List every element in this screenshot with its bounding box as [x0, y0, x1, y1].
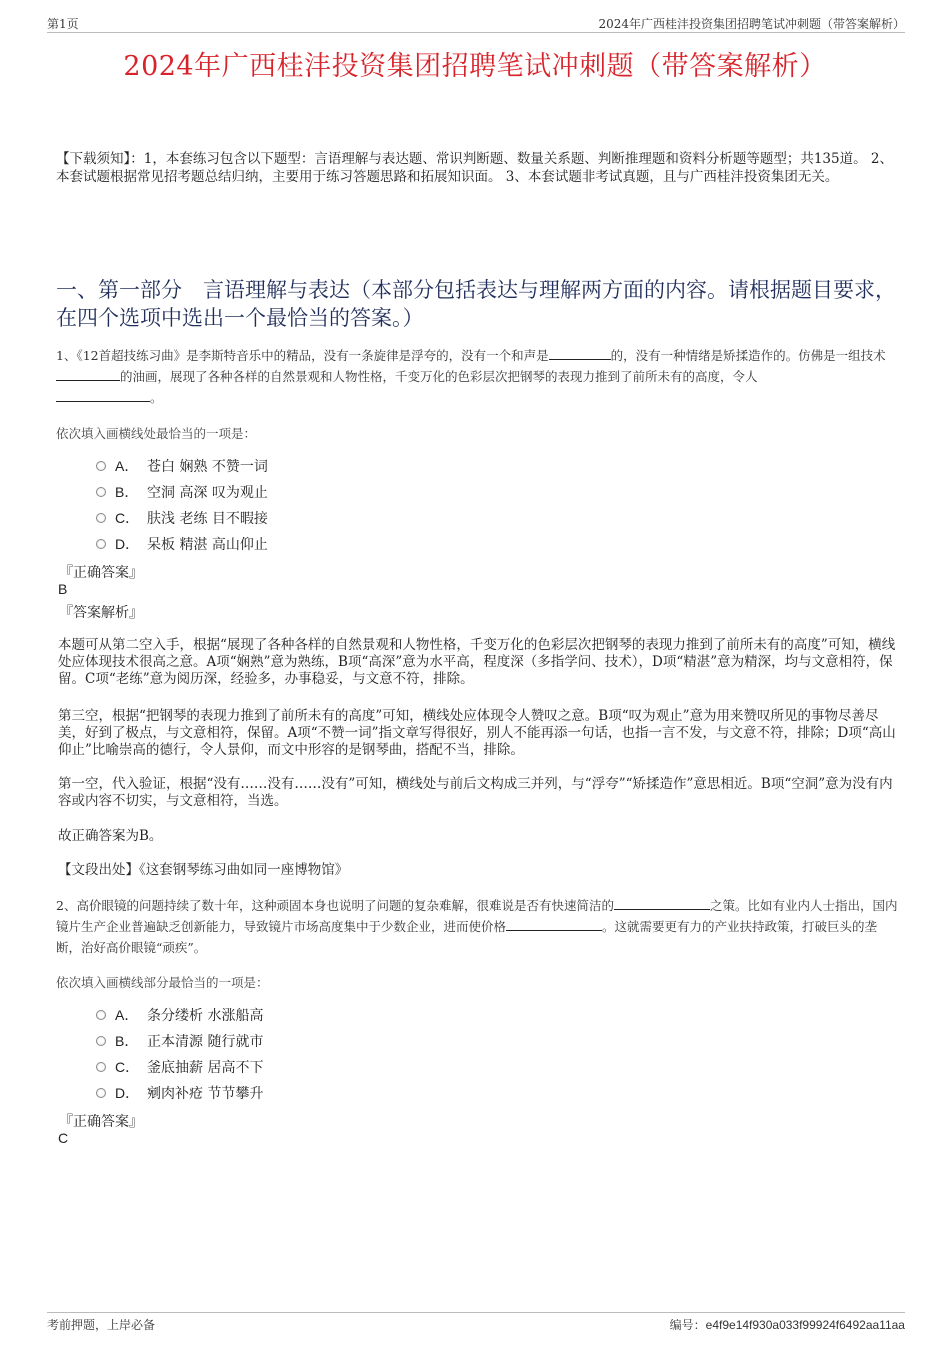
analysis-paragraph: 第一空，代入验证，根据“没有……没有……没有”可知，横线处与前后文构成三并列，与“浮夸”“矫揉造作”意思相近。B项“空洞”意为没有内容或内容不切实，与文意相符，当选。	[58, 776, 893, 809]
section-title: 一、第一部分 言语理解与表达（本部分包括表达与理解两方面的内容。请根据题目要求，在四个选项中选出一个最恰当的答案。）	[56, 278, 896, 330]
question-2-text: 2、高价眼镜的问题持续了数十年，这种顽固本身也说明了问题的复杂难解，很难说是否有快速简洁的 之策。比如有业内人士指出，国内镜片生产企业普遍缺乏创新能力，导致镜片市场高度集中于少数企业，进而使价格 。这就需要更有力的产业扶持政策，打破巨头的垄断，治好高价眼镜“顽疾”。	[56, 898, 898, 955]
radio-icon[interactable]	[96, 513, 106, 523]
radio-icon[interactable]	[96, 487, 106, 497]
page-number: 第1页	[47, 17, 79, 31]
radio-icon[interactable]	[96, 1010, 106, 1020]
question-1-options	[96, 453, 268, 557]
answer-label: 『正确答案』	[59, 1114, 143, 1130]
question-1-prompt: 依次填入画横线处最恰当的一项是：	[56, 426, 257, 441]
blank-3	[56, 389, 150, 402]
radio-icon[interactable]	[96, 1062, 106, 1072]
question-2-prompt: 依次填入画横线部分最恰当的一项是：	[56, 975, 269, 990]
analysis-paragraph: 本题可从第二空入手，根据“展现了各种各样的自然景观和人物性格，千变万化的色彩层次把钢琴的表现力推到了前所未有的高度”可知，横线处应体现技术很高之意。A项“娴熟”意为熟练，B项“高深”意为水平高，程度深（多指学问、技术），D项“精湛”意为精深，均与文意相符，保留。C项“老练”意为阅历深，经验多，办事稳妥，与文意不符，排除。	[58, 637, 896, 687]
option-a[interactable]: A． 苍白 娴熟 不赞一词	[96, 453, 268, 479]
answer-label: 『正确答案』	[59, 565, 143, 581]
option-d[interactable]: D． 剜肉补疮 节节攀升	[96, 1080, 263, 1106]
blank-2	[506, 918, 602, 931]
analysis-paragraph: 第三空，根据“把钢琴的表现力推到了前所未有的高度”可知，横线处应体现令人赞叹之意。B项“叹为观止”意为用来赞叹所见的事物尽善尽美，好到了极点，与文意相符，保留。A项“不赞一词”指文章写得很好，别人不能再添一句话，也指一言不发，与文意不符，排除；D项“高山仰止”比喻崇高的德行，令人景仰，而文中形容的是钢琴曲，搭配不当，排除。	[58, 708, 896, 758]
document-title: 2024年广西桂沣投资集团招聘笔试冲刺题（带答案解析）	[123, 51, 827, 82]
option-b[interactable]: B． 正本清源 随行就市	[96, 1028, 263, 1054]
header-doc-title: 2024年广西桂沣投资集团招聘笔试冲刺题（带答案解析）	[598, 17, 905, 31]
blank-1	[549, 347, 611, 360]
radio-icon[interactable]	[96, 1088, 106, 1098]
question-1-text: 1、《12首超技练习曲》是李斯特音乐中的精品，没有一条旋律是浮夸的，没有一个和声是 的，没有一种情绪是矫揉造作的。仿佛是一组技术的油画，展现了各种各样的自然景观和人物性格，千变万化的色彩层次把钢琴的表现力推到了前所未有的高度，令人 。	[56, 348, 886, 405]
blank-1	[614, 897, 710, 910]
option-c[interactable]: C． 釜底抽薪 居高不下	[96, 1054, 263, 1080]
option-c[interactable]: C． 肤浅 老练 目不暇接	[96, 505, 268, 531]
download-notice: 【下载须知】：1，本套练习包含以下题型：言语理解与表达题、常识判断题、数量关系题、判断推理题和资料分析题等题型；共135道。 2、本套试题根据常见招考题总结归纳，主要用于练习答题思路和拓展知识面。 3、本套试题非考试真题，且与广西桂沣投资集团无关。	[56, 151, 893, 185]
answer-value: B	[58, 581, 68, 597]
analysis-label: 『答案解析』	[59, 605, 143, 621]
blank-2	[56, 368, 120, 381]
option-b[interactable]: B． 空洞 高深 叹为观止	[96, 479, 268, 505]
source-citation: 【文段出处】《这套钢琴练习曲如同一座博物馆》	[58, 862, 349, 878]
question-2-options	[96, 1002, 263, 1106]
radio-icon[interactable]	[96, 1036, 106, 1046]
option-a[interactable]: A． 条分缕析 水涨船高	[96, 1002, 263, 1028]
page-footer	[47, 1312, 905, 1333]
page-header	[47, 12, 905, 33]
footer-slogan: 考前押题，上岸必备	[47, 1318, 156, 1332]
analysis-conclusion: 故正确答案为B。	[58, 828, 163, 844]
answer-value: C	[58, 1130, 69, 1146]
radio-icon[interactable]	[96, 539, 106, 549]
option-d[interactable]: D． 呆板 精湛 高山仰止	[96, 531, 268, 557]
radio-icon[interactable]	[96, 461, 106, 471]
document-id: 编号：e4f9e14f930a033f99924f6492aa11aa	[669, 1318, 905, 1332]
